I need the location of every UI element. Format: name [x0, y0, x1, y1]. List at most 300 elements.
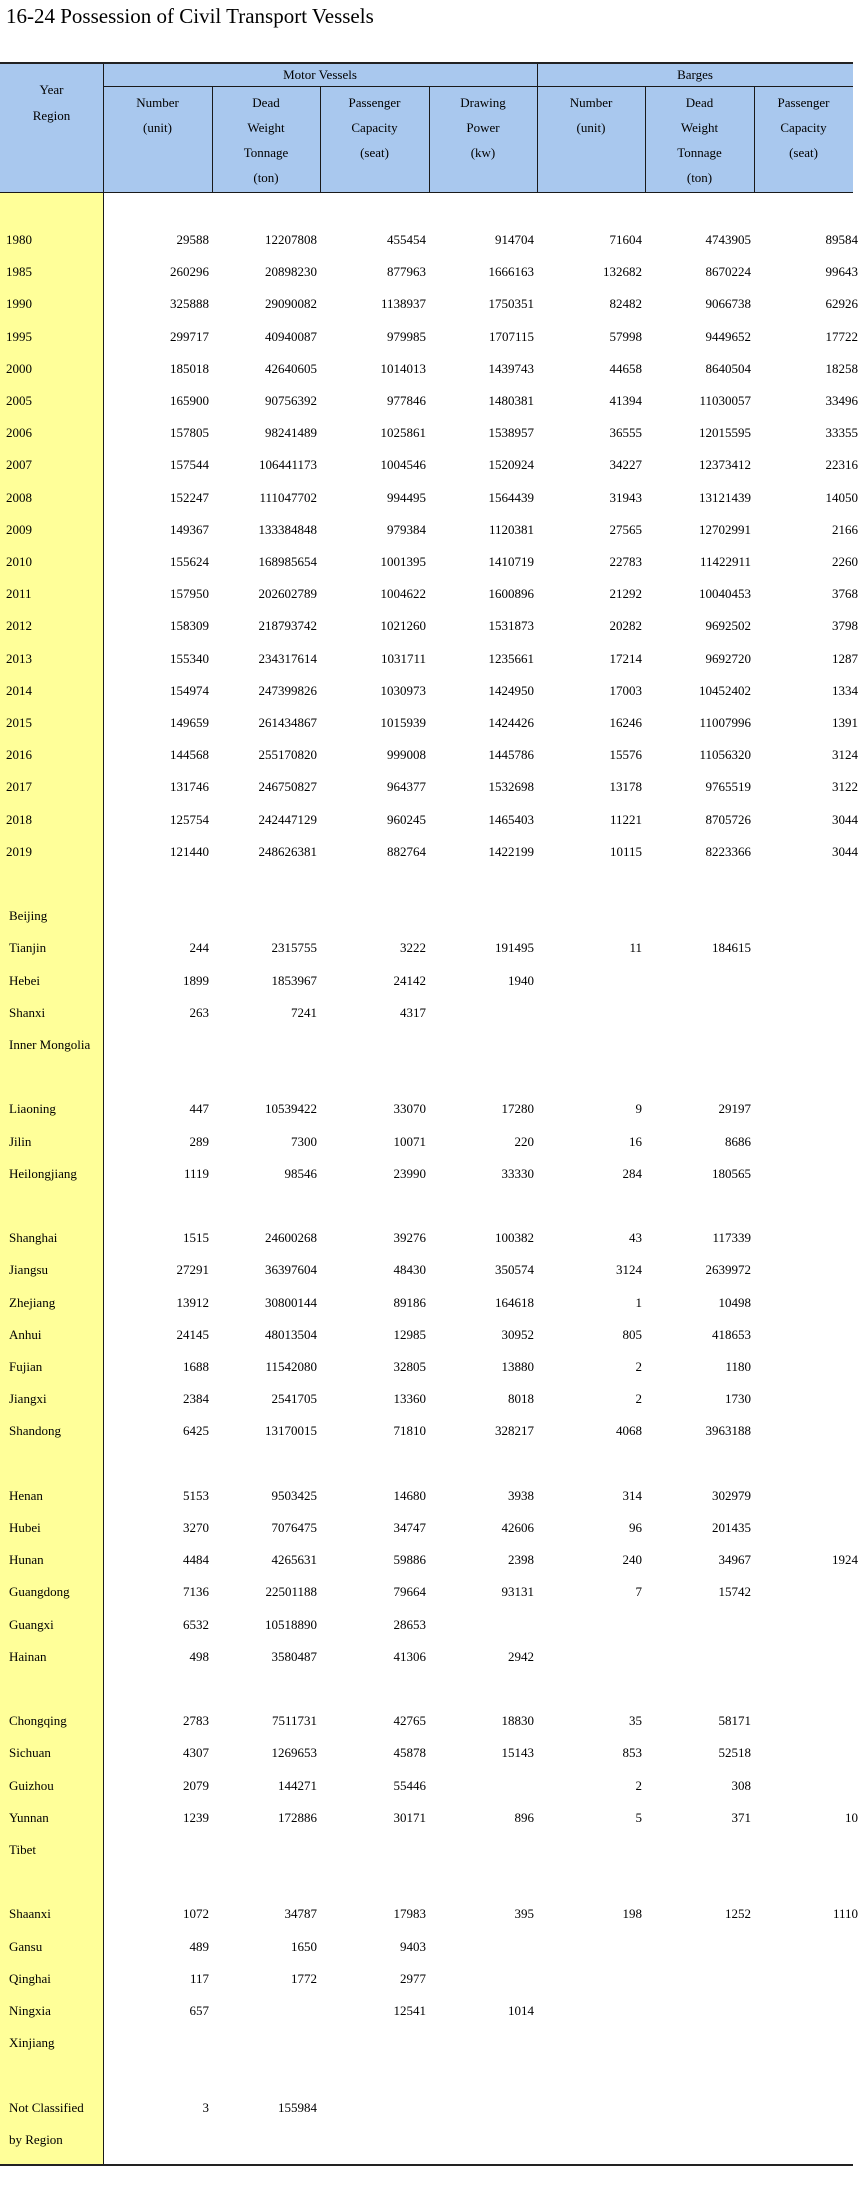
cell-value: 13170015	[265, 1423, 317, 1439]
region-row	[0, 1415, 853, 1447]
cell-value: 1666163	[488, 264, 534, 280]
cell-value: 1119	[183, 1165, 209, 1181]
cell-value: 185018	[170, 360, 209, 376]
region-row	[0, 932, 853, 964]
cell-value: 35	[629, 1713, 642, 1729]
cell-value: 30171	[393, 1809, 426, 1825]
column-header-line: Number	[569, 95, 613, 110]
cell-value: 48013504	[265, 1326, 317, 1342]
cell-value: 48430	[393, 1262, 426, 1278]
cell-value: 15143	[501, 1745, 534, 1761]
cell-value: 155624	[170, 554, 209, 569]
cell-value: 29090082	[265, 296, 317, 312]
region-row	[0, 1351, 853, 1383]
cell-value: 6425	[183, 1423, 209, 1439]
row-label: Shanghai	[9, 1230, 58, 1246]
cell-value: 1538957	[488, 425, 534, 441]
cell-value: 302979	[712, 1487, 751, 1503]
cell-value: 1465403	[488, 811, 534, 827]
cell-value: 10115	[609, 843, 642, 859]
row-label: 2016	[6, 747, 32, 763]
row-label: 2014	[6, 682, 32, 698]
cell-value: 882764	[387, 843, 426, 859]
cell-value: 34967	[718, 1552, 751, 1568]
cell-value: 244	[189, 940, 209, 956]
cell-value: 9066738	[705, 296, 751, 312]
column-header-line: (unit)	[576, 120, 606, 135]
row-label: 2012	[6, 618, 32, 634]
row-label: Not Classified	[9, 2099, 84, 2115]
cell-value: 395	[514, 1906, 534, 1922]
cell-value: 5153	[183, 1487, 209, 1503]
cell-value: 17280	[501, 1101, 534, 1117]
region-row	[0, 1254, 853, 1286]
cell-value: 8686	[725, 1133, 751, 1149]
year-row	[0, 804, 858, 836]
row-label: by Region	[9, 2131, 63, 2147]
cell-value: 8705726	[705, 811, 751, 827]
row-label: 2007	[6, 457, 32, 473]
cell-value: 131746	[170, 779, 209, 795]
cell-value: 96	[629, 1520, 642, 1535]
cell-value: 371	[731, 1809, 751, 1825]
year-row	[0, 449, 858, 481]
year-row	[0, 546, 858, 578]
cell-value: 455454	[387, 232, 426, 247]
column-header-line: Tonnage	[677, 145, 722, 160]
year-row	[0, 578, 858, 610]
cell-value: 9503425	[271, 1487, 317, 1503]
cell-value: 240	[622, 1552, 642, 1568]
cell-value: 93131	[501, 1584, 534, 1600]
cell-value: 284	[622, 1165, 642, 1181]
cell-value: 1424426	[488, 715, 534, 730]
cell-value: 98546	[284, 1165, 317, 1181]
cell-value: 17214	[609, 650, 642, 666]
cell-value: 4265631	[271, 1552, 317, 1568]
cell-value: 16246	[609, 715, 642, 730]
cell-value: 16	[629, 1133, 642, 1149]
row-label: Fujian	[9, 1359, 43, 1374]
cell-value: 191495	[495, 940, 534, 956]
row-label: 2019	[6, 843, 32, 859]
row-label: 2010	[6, 554, 32, 569]
cell-value: 18830	[501, 1713, 534, 1729]
cell-value: 2977	[400, 1970, 426, 1986]
cell-value: 149367	[170, 521, 209, 537]
row-label: 1985	[6, 264, 32, 280]
region-row	[0, 1480, 853, 1512]
cell-value: 1600896	[488, 586, 534, 602]
cell-value: 180565	[712, 1165, 751, 1181]
cell-value: 7241	[291, 1004, 317, 1020]
cell-value: 20282	[609, 618, 642, 634]
region-row	[0, 1770, 853, 1802]
cell-value: 12207808	[265, 232, 317, 247]
cell-value: 418653	[712, 1326, 751, 1342]
column-header-line: Dead	[252, 95, 280, 110]
cell-value: 62926	[825, 296, 858, 312]
cell-value: 144271	[278, 1777, 317, 1793]
cell-value: 111047702	[259, 489, 317, 505]
cell-value: 82482	[609, 296, 642, 312]
cell-value: 1445786	[488, 747, 534, 763]
cell-value: 1021260	[380, 618, 426, 634]
column-header-line: Power	[466, 120, 500, 135]
cell-value: 1	[635, 1294, 642, 1310]
cell-value: 1480381	[488, 393, 534, 408]
row-label: Gansu	[9, 1938, 43, 1954]
cell-value: 299717	[170, 328, 209, 344]
cell-value: 29588	[176, 232, 209, 247]
cell-value: 132682	[603, 264, 642, 280]
cell-value: 15576	[609, 747, 642, 763]
cell-value: 2	[635, 1359, 642, 1374]
row-label: Hubei	[9, 1520, 41, 1535]
cell-value: 218793742	[258, 618, 317, 634]
cell-value: 121440	[170, 843, 209, 859]
cell-value: 42606	[501, 1520, 534, 1535]
cell-value: 242447129	[258, 811, 317, 827]
cell-value: 22783	[609, 554, 642, 569]
row-label: Hebei	[9, 972, 41, 988]
cell-value: 9403	[400, 1938, 426, 1954]
cell-value: 7076475	[271, 1520, 317, 1535]
cell-value: 1730	[725, 1391, 751, 1407]
cell-value: 1004622	[380, 586, 426, 602]
row-label: Guangdong	[9, 1584, 70, 1600]
cell-value: 42640605	[265, 360, 317, 376]
cell-value: 289	[189, 1133, 209, 1149]
row-label: Shandong	[9, 1423, 61, 1439]
cell-value: 9765519	[705, 779, 751, 795]
cell-value: 853	[622, 1745, 642, 1761]
column-header-line: Capacity	[780, 120, 827, 135]
cell-value: 13360	[393, 1391, 426, 1407]
cell-value: 3768	[832, 586, 858, 602]
cell-value: 154974	[170, 682, 209, 698]
header-underline	[0, 192, 853, 193]
cell-value: 10071	[393, 1133, 426, 1149]
cell-value: 31943	[609, 489, 642, 505]
cell-value: 12541	[393, 2003, 426, 2018]
year-row	[0, 771, 858, 803]
cell-value: 8640504	[705, 360, 751, 376]
cell-value: 1899	[183, 972, 209, 988]
row-label: 2018	[6, 811, 32, 827]
cell-value: 144568	[170, 747, 209, 763]
cell-value: 350574	[495, 1262, 534, 1278]
cell-value: 3	[202, 2099, 209, 2115]
cell-value: 9692502	[705, 618, 751, 634]
row-label: 2006	[6, 425, 32, 441]
cell-value: 34747	[393, 1520, 426, 1535]
row-label: Hainan	[9, 1648, 47, 1664]
region-row	[0, 1544, 858, 1576]
cell-value: 33070	[393, 1101, 426, 1117]
cell-value: 1001395	[380, 554, 426, 569]
region-row	[0, 1641, 853, 1673]
cell-value: 42765	[393, 1713, 426, 1729]
cell-value: 7	[635, 1584, 642, 1600]
region-row	[0, 1737, 853, 1769]
cell-value: 4317	[400, 1004, 426, 1020]
bottom-rule	[0, 2164, 853, 2166]
year-row	[0, 256, 858, 288]
cell-value: 263	[189, 1004, 209, 1020]
cell-value: 1334	[832, 682, 858, 698]
cell-value: 1520924	[488, 457, 534, 473]
header-year: Year	[39, 82, 64, 97]
cell-value: 8670224	[705, 264, 751, 280]
row-label: 1995	[6, 328, 32, 344]
region-row	[0, 1834, 853, 1866]
cell-value: 979384	[387, 521, 426, 537]
cell-value: 5	[635, 1809, 642, 1825]
cell-value: 55446	[393, 1777, 426, 1793]
cell-value: 1532698	[488, 779, 534, 795]
region-row	[0, 1576, 853, 1608]
year-row	[0, 288, 858, 320]
cell-value: 57998	[609, 328, 642, 344]
cell-value: 12015595	[699, 425, 751, 441]
column-header-line: Weight	[680, 120, 719, 135]
cell-value: 152247	[170, 489, 209, 505]
cell-value: 202602789	[258, 586, 317, 602]
cell-value: 11056320	[699, 747, 751, 763]
cell-value: 2	[635, 1777, 642, 1793]
row-label: 2013	[6, 650, 32, 666]
row-label: Yunnan	[9, 1809, 49, 1825]
year-row	[0, 353, 858, 385]
year-row	[0, 514, 858, 546]
column-header-line: Capacity	[351, 120, 398, 135]
cell-value: 117	[189, 1970, 209, 1986]
cell-value: 325888	[170, 296, 209, 312]
row-label: Qinghai	[9, 1970, 51, 1986]
cell-value: 2942	[508, 1648, 534, 1664]
cell-value: 1014013	[380, 360, 426, 376]
cell-value: 1422199	[488, 843, 534, 859]
cell-value: 1707115	[488, 328, 534, 344]
cell-value: 1014	[508, 2003, 534, 2018]
cell-value: 89584	[825, 232, 858, 247]
cell-value: 1410719	[488, 554, 534, 569]
year-row	[0, 224, 858, 256]
column-header-line: (seat)	[360, 145, 389, 160]
cell-value: 13912	[176, 1294, 209, 1310]
cell-value: 10518890	[265, 1616, 317, 1632]
cell-value: 979985	[387, 328, 426, 344]
region-row	[0, 1512, 853, 1544]
cell-value: 1515	[183, 1230, 209, 1246]
cell-value: 1564439	[488, 489, 534, 505]
cell-value: 261434867	[258, 715, 317, 730]
cell-value: 1252	[725, 1906, 751, 1922]
cell-value: 1180	[725, 1359, 751, 1374]
cell-value: 184615	[712, 940, 751, 956]
row-label: Ningxia	[9, 2003, 51, 2018]
cell-value: 155984	[278, 2099, 317, 2115]
row-label: Hunan	[9, 1552, 44, 1568]
cell-value: 23990	[393, 1165, 426, 1181]
cell-value: 1025861	[380, 425, 426, 441]
cell-value: 24600268	[265, 1230, 317, 1246]
row-label: 2009	[6, 521, 32, 537]
region-row	[0, 1802, 858, 1834]
row-label: Guizhou	[9, 1777, 54, 1793]
column-header-line: Number	[136, 95, 179, 110]
year-row	[0, 675, 858, 707]
cell-value: 20898230	[265, 264, 317, 280]
cell-value: 43	[629, 1230, 642, 1246]
row-label: Shaanxi	[9, 1906, 51, 1922]
region-row	[0, 1222, 853, 1254]
cell-value: 1287	[832, 650, 858, 666]
cell-value: 71810	[393, 1423, 426, 1439]
group-header-motor-vessels: Motor Vessels	[283, 67, 357, 82]
cell-value: 489	[189, 1938, 209, 1954]
year-row	[0, 610, 858, 642]
cell-value: 6532	[183, 1616, 209, 1632]
row-label: Guangxi	[9, 1616, 54, 1632]
cell-value: 994495	[387, 489, 426, 505]
header-region: Region	[32, 108, 71, 123]
cell-value: 977846	[387, 393, 426, 408]
row-label: 1980	[6, 232, 32, 247]
cell-value: 1030973	[380, 682, 426, 698]
cell-value: 32805	[393, 1359, 426, 1374]
cell-value: 328217	[495, 1423, 534, 1439]
cell-value: 117339	[712, 1230, 751, 1246]
cell-value: 4068	[616, 1423, 642, 1439]
cell-value: 1424950	[488, 682, 534, 698]
row-label: Sichuan	[9, 1745, 51, 1761]
cell-value: 133384848	[258, 521, 317, 537]
cell-value: 234317614	[258, 650, 317, 666]
cell-value: 308	[731, 1777, 751, 1793]
cell-value: 24142	[393, 972, 426, 988]
cell-value: 98241489	[265, 425, 317, 441]
year-row	[0, 836, 858, 868]
group-underline	[103, 86, 853, 87]
row-label: Shanxi	[9, 1004, 46, 1020]
region-row	[0, 1093, 853, 1125]
cell-value: 8223366	[705, 843, 751, 859]
row-label: Jilin	[9, 1133, 32, 1149]
cell-value: 158309	[170, 618, 209, 634]
cell-value: 3270	[183, 1520, 209, 1535]
cell-value: 198	[622, 1906, 642, 1922]
cell-value: 914704	[495, 232, 534, 247]
cell-value: 3122	[832, 779, 858, 795]
cell-value: 17003	[609, 682, 642, 698]
cell-value: 4743905	[705, 232, 751, 247]
cell-value: 1138937	[380, 296, 426, 312]
cell-value: 58171	[718, 1713, 751, 1729]
row-label: 2011	[6, 586, 32, 602]
cell-value: 17722	[825, 328, 858, 344]
cell-value: 18258	[825, 360, 858, 376]
cell-value: 1940	[508, 972, 534, 988]
region-row	[0, 2124, 853, 2156]
year-row	[0, 482, 858, 514]
row-label: Inner Mongolia	[9, 1037, 91, 1052]
region-row	[0, 2092, 853, 2124]
cell-value: 168985654	[258, 554, 317, 569]
cell-value: 89186	[393, 1294, 426, 1310]
column-header-line: Passenger	[777, 95, 830, 110]
cell-value: 12373412	[699, 457, 751, 473]
row-label: 2000	[6, 360, 32, 376]
cell-value: 33496	[825, 393, 858, 408]
cell-value: 22501188	[265, 1584, 317, 1600]
cell-value: 2	[635, 1391, 642, 1407]
cell-value: 1853967	[271, 972, 317, 988]
cell-value: 11542080	[265, 1359, 317, 1374]
cell-value: 33330	[501, 1165, 534, 1181]
cell-value: 14680	[393, 1487, 426, 1503]
cell-value: 165900	[170, 393, 209, 408]
cell-value: 24145	[176, 1326, 209, 1342]
cell-value: 12702991	[699, 521, 751, 537]
row-label: 2005	[6, 393, 32, 408]
year-row	[0, 643, 858, 675]
cell-value: 2384	[183, 1391, 209, 1407]
cell-value: 11221	[609, 811, 642, 827]
region-row	[0, 1931, 853, 1963]
year-row	[0, 321, 858, 353]
cell-value: 7511731	[271, 1713, 317, 1729]
cell-value: 30800144	[265, 1294, 317, 1310]
cell-value: 2398	[508, 1552, 534, 1568]
cell-value: 1004546	[380, 457, 426, 473]
cell-value: 30952	[501, 1326, 534, 1342]
cell-value: 7300	[291, 1133, 317, 1149]
cell-value: 447	[189, 1101, 209, 1117]
cell-value: 22316	[825, 457, 858, 473]
column-header-line: Passenger	[348, 95, 401, 110]
cell-value: 7136	[183, 1584, 209, 1600]
cell-value: 10539422	[265, 1101, 317, 1117]
cell-value: 964377	[387, 779, 426, 795]
cell-value: 9692720	[705, 650, 751, 666]
cell-value: 1650	[291, 1938, 317, 1954]
cell-value: 11030057	[699, 393, 751, 408]
column-header-line: (kw)	[470, 145, 496, 160]
year-row	[0, 739, 858, 771]
column-header-line: Tonnage	[243, 145, 289, 160]
cell-value: 1120381	[488, 521, 534, 537]
cell-value: 2315755	[271, 940, 317, 956]
cell-value: 255170820	[258, 747, 317, 763]
cell-value: 3124	[832, 747, 858, 763]
cell-value: 2260	[832, 554, 858, 569]
cell-value: 1531873	[488, 618, 534, 634]
cell-value: 13178	[609, 779, 642, 795]
cell-value: 34227	[609, 457, 642, 473]
cell-value: 13880	[501, 1359, 534, 1374]
cell-value: 248626381	[258, 843, 317, 859]
cell-value: 877963	[387, 264, 426, 280]
region-row	[0, 1319, 853, 1351]
cell-value: 79664	[393, 1584, 426, 1600]
row-label: Liaoning	[9, 1101, 56, 1117]
cell-value: 100382	[495, 1230, 534, 1246]
cell-value: 3044	[832, 843, 858, 859]
cell-value: 1439743	[488, 360, 534, 376]
page-title: 16-24 Possession of Civil Transport Vessels	[6, 4, 374, 28]
